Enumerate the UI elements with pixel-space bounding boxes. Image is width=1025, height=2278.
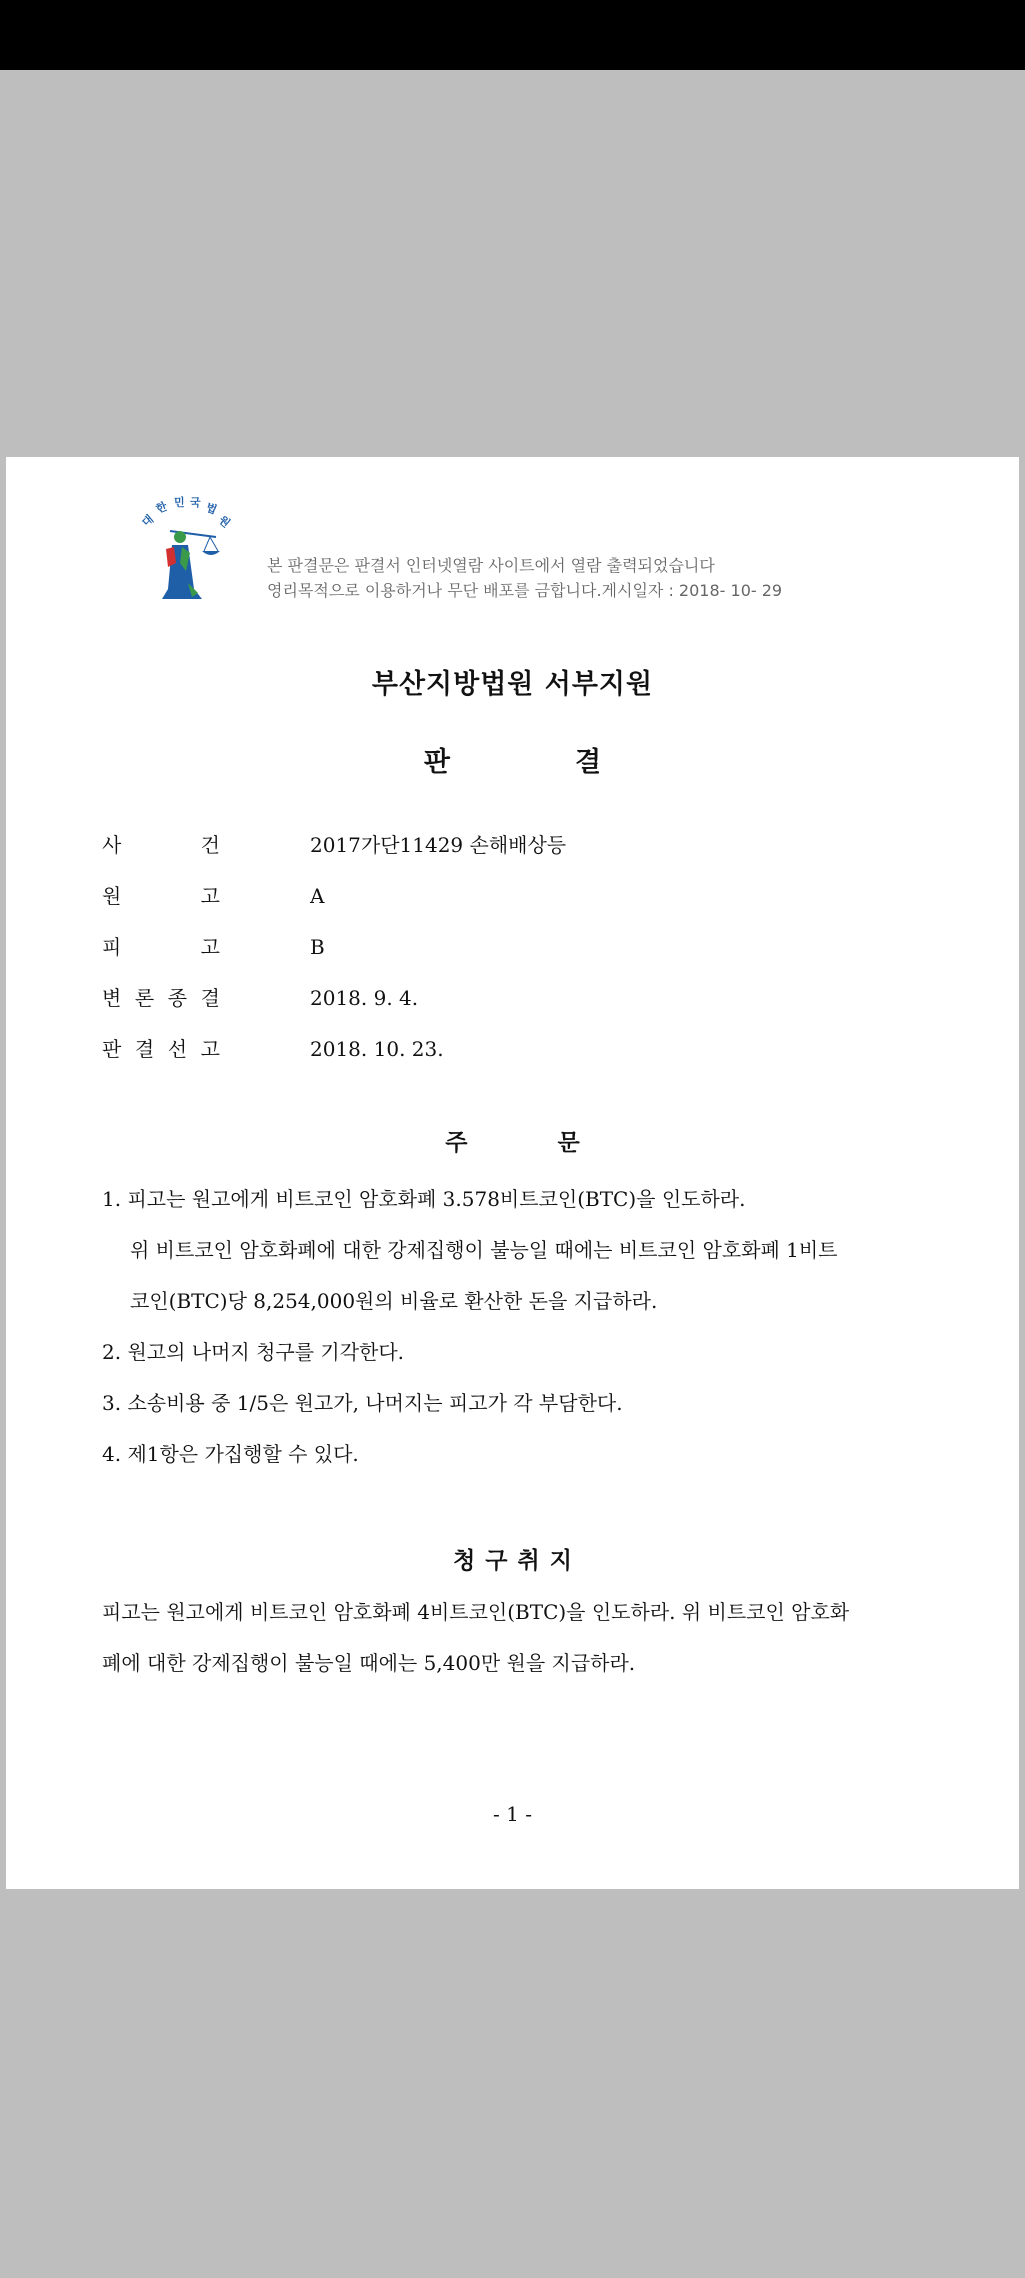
court-name: 부산지방법원 서부지원 bbox=[371, 669, 654, 700]
page-number: - 1 - bbox=[493, 1802, 532, 1826]
order-item: 3. 소송비용 중 1/5은 원고가, 나머지는 피고가 각 부담한다. bbox=[102, 1391, 623, 1415]
notice-line-1: 본 판결문은 판결서 인터넷열람 사이트에서 열람 출력되었습니다 bbox=[267, 556, 715, 575]
svg-text:국: 국 bbox=[190, 496, 201, 509]
svg-text:민: 민 bbox=[174, 496, 185, 509]
svg-text:원: 원 bbox=[216, 513, 233, 531]
status-bar bbox=[0, 0, 1025, 70]
claim-line: 폐에 대한 강제집행이 불능일 때에는 5,400만 원을 지급하라. bbox=[102, 1651, 636, 1675]
case-number: 2017가단11429 손해배상등 bbox=[310, 833, 567, 857]
case-info-label: 판 결 선 고 bbox=[102, 1037, 220, 1061]
svg-text:한: 한 bbox=[154, 499, 169, 516]
notice-text bbox=[267, 553, 782, 603]
case-info-row bbox=[102, 1024, 932, 1075]
case-info-row bbox=[102, 820, 932, 871]
case-info-row bbox=[102, 871, 932, 922]
plaintiff: A bbox=[310, 884, 325, 908]
case-info-label: 사 건 bbox=[102, 833, 220, 857]
order-item: 2. 원고의 나머지 청구를 기각한다. bbox=[102, 1340, 405, 1364]
order-section-title: 주문 bbox=[445, 1130, 670, 1156]
case-info-label: 원 고 bbox=[102, 884, 220, 908]
order-item: 1. 피고는 원고에게 비트코인 암호화폐 3.578비트코인(BTC)을 인도하라. bbox=[102, 1187, 746, 1211]
notice-line-2: 영리목적으로 이용하거나 무단 배포를 금합니다.게시일자 : 2018- 10- 29 bbox=[267, 581, 783, 600]
svg-text:대: 대 bbox=[139, 512, 157, 530]
defendant: B bbox=[310, 935, 325, 959]
svg-text:법: 법 bbox=[203, 500, 219, 517]
judgment-date: 2018. 10. 23. bbox=[310, 1037, 444, 1061]
case-info-row bbox=[102, 973, 932, 1024]
case-info-label: 피 고 bbox=[102, 935, 220, 959]
order-item-continuation: 코인(BTC)당 8,254,000원의 비율로 환산한 돈을 지급하라. bbox=[130, 1289, 658, 1313]
claim-line: 피고는 원고에게 비트코인 암호화폐 4비트코인(BTC)을 인도하라. 위 비트코인 암호화 bbox=[102, 1600, 850, 1624]
order-list bbox=[102, 1174, 932, 1480]
case-info-label: 변 론 종 결 bbox=[102, 986, 220, 1010]
document-header bbox=[132, 493, 932, 603]
document-title: 판결 bbox=[423, 747, 727, 778]
court-logo-icon bbox=[132, 493, 242, 603]
order-item: 4. 제1항은 가집행할 수 있다. bbox=[102, 1442, 359, 1466]
order-item-continuation: 위 비트코인 암호화폐에 대한 강제집행이 불능일 때에는 비트코인 암호화폐 1비트 bbox=[130, 1238, 838, 1262]
document-page bbox=[6, 457, 1019, 1889]
case-info-table bbox=[102, 820, 932, 1075]
claim-section-title: 청구취지 bbox=[453, 1548, 582, 1574]
argument-closing-date: 2018. 9. 4. bbox=[310, 986, 419, 1010]
case-info-row bbox=[102, 922, 932, 973]
claim-text bbox=[102, 1587, 932, 1689]
